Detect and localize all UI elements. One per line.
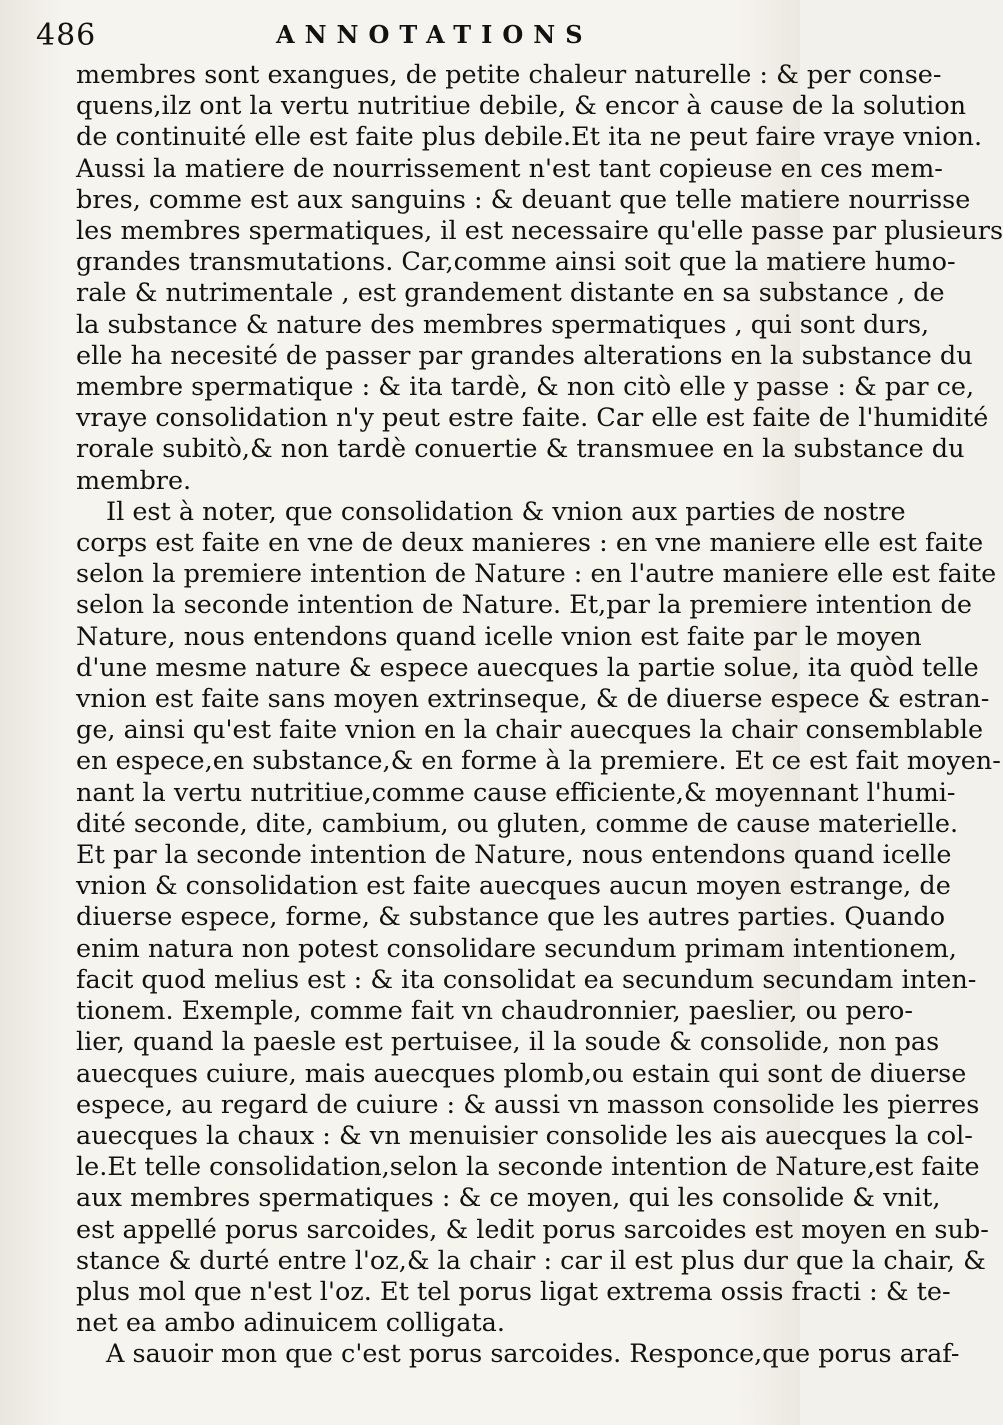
text-line: ge, ainsi qu'est faite vnion en la chair auecques la chair consemblable bbox=[76, 715, 984, 746]
text-line: les membres spermatiques, il est necessaire qu'elle passe par plusieurs bbox=[76, 216, 1003, 247]
text-line: la substance & nature des membres spermatiques , qui sont durs, bbox=[76, 309, 930, 340]
text-line: selon la seconde intention de Nature. Et,par la premiere intention de bbox=[76, 590, 972, 621]
text-line: vraye consolidation n'y peut estre faite. Car elle est faite de l'humidité bbox=[76, 403, 989, 434]
text-line: Aussi la matiere de nourrissement n'est tant copieuse en ces mem- bbox=[76, 153, 943, 184]
body-text bbox=[76, 60, 1003, 1371]
text-line: aux membres spermatiques : & ce moyen, qui les consolide & vnit, bbox=[76, 1183, 941, 1214]
text-line: auecques cuiure, mais auecques plomb,ou estain qui sont de diuerse bbox=[76, 1058, 967, 1089]
text-line: nant la vertu nutritiue,comme cause efficiente,& moyennant l'humi- bbox=[76, 777, 956, 808]
text-line: auecques la chaux : & vn menuisier consolide les ais auecques la col- bbox=[76, 1120, 973, 1151]
text-line: espece, au regard de cuiure : & aussi vn masson consolide les pierres bbox=[76, 1089, 980, 1120]
text-line: rorale subitò,& non tardè conuertie & transmuee en la substance du bbox=[76, 434, 965, 465]
text-line: vnion & consolidation est faite auecques aucun moyen estrange, de bbox=[76, 871, 951, 902]
text-line: est appellé porus sarcoides, & ledit porus sarcoides est moyen en sub- bbox=[76, 1214, 989, 1245]
text-line: elle ha necesité de passer par grandes alterations en la substance du bbox=[76, 340, 973, 371]
text-line: membres sont exangues, de petite chaleur naturelle : & per conse- bbox=[76, 60, 942, 90]
text-line: vnion est faite sans moyen extrinseque, & de diuerse espece & estran- bbox=[76, 684, 990, 715]
paragraph bbox=[76, 60, 1003, 497]
text-line: Et par la seconde intention de Nature, nous entendons quand icelle bbox=[76, 840, 952, 871]
text-line: bres, comme est aux sanguins : & deuant que telle matiere nourrisse bbox=[76, 184, 971, 215]
page-number: 486 bbox=[36, 18, 97, 53]
text-line: Nature, nous entendons quand icelle vnion est faite par le moyen bbox=[76, 621, 922, 652]
text-line: lier, quand la paesle est pertuisee, il la soude & consolide, non pas bbox=[76, 1027, 940, 1058]
text-line: d'une mesme nature & espece auecques la partie solue, ita quòd telle bbox=[76, 652, 979, 683]
text-line: membre spermatique : & ita tardè, & non citò elle y passe : & par ce, bbox=[76, 372, 975, 403]
text-line: corps est faite en vne de deux manieres : en vne maniere elle est faite bbox=[76, 528, 984, 559]
text-line: grandes transmutations. Car,comme ainsi soit que la matiere humo- bbox=[76, 247, 956, 278]
text-line: selon la premiere intention de Nature : en l'autre maniere elle est faite bbox=[76, 559, 997, 590]
text-line: quens,ilz ont la vertu nutritiue debile, & encor à cause de la solution bbox=[76, 91, 967, 122]
text-line: membre. bbox=[76, 465, 192, 496]
bleed-through-shadow bbox=[0, 1365, 800, 1425]
text-line: plus mol que n'est l'oz. Et tel porus ligat extrema ossis fracti : & te- bbox=[76, 1276, 951, 1307]
text-line: enim natura non potest consolidare secundum primam intentionem, bbox=[76, 933, 957, 964]
text-line: net ea ambo adinuicem colligata. bbox=[76, 1308, 505, 1339]
running-head: ANNOTATIONS bbox=[276, 20, 593, 49]
text-line: de continuité elle est faite plus debile.Et ita ne peut faire vraye vnion. bbox=[76, 122, 983, 153]
text-line: rale & nutrimentale , est grandement distante en sa substance , de bbox=[76, 278, 945, 309]
paragraph bbox=[76, 496, 1001, 1339]
text-line: A sauoir mon que c'est porus sarcoides. Responce,que porus araf- bbox=[106, 1339, 960, 1370]
text-line: stance & durté entre l'oz,& la chair : car il est plus dur que la chair, & bbox=[76, 1245, 986, 1276]
page-header bbox=[36, 14, 770, 60]
text-line: Il est à noter, que consolidation & vnion aux parties de nostre bbox=[106, 496, 906, 527]
text-line: le.Et telle consolidation,selon la seconde intention de Nature,est faite bbox=[76, 1152, 980, 1183]
text-line: dité seconde, dite, cambium, ou gluten, comme de cause materielle. bbox=[76, 808, 959, 839]
text-line: diuerse espece, forme, & substance que les autres parties. Quando bbox=[76, 902, 946, 933]
text-line: facit quod melius est : & ita consolidat ea secundum secundam inten- bbox=[76, 964, 977, 995]
text-line: en espece,en substance,& en forme à la premiere. Et ce est fait moyen- bbox=[76, 746, 1001, 777]
text-line: tionem. Exemple, comme fait vn chaudronnier, paeslier, ou pero- bbox=[76, 996, 914, 1027]
